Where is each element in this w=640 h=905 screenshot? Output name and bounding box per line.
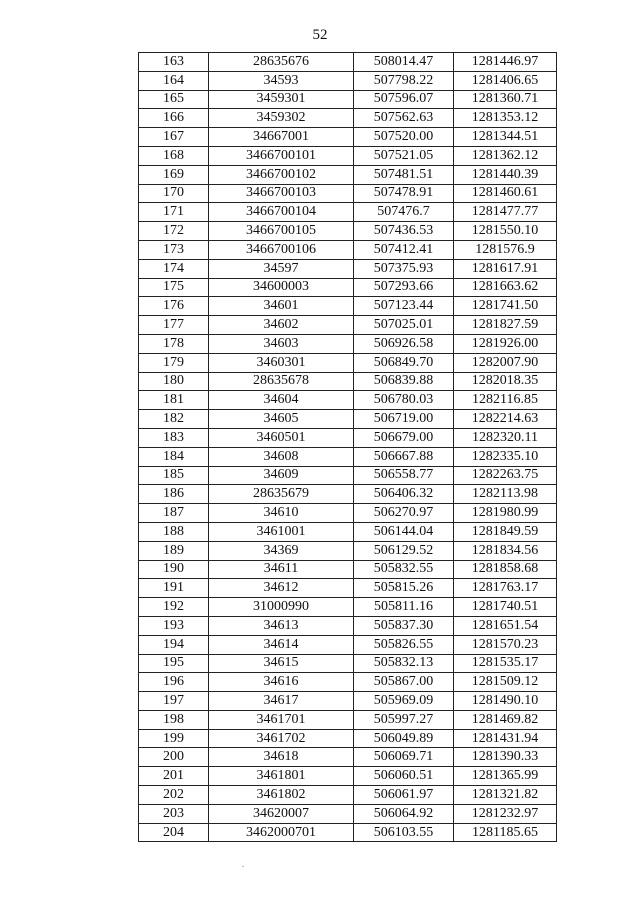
- table-row: [139, 184, 557, 203]
- point-id-cell: 3461802: [209, 786, 354, 805]
- x-coordinate-cell: 506679.00: [354, 428, 454, 447]
- x-coordinate-cell: 505867.00: [354, 673, 454, 692]
- x-coordinate-cell: 505815.26: [354, 579, 454, 598]
- y-coordinate-cell: 1281390.33: [454, 748, 557, 767]
- x-coordinate-cell: 507562.63: [354, 109, 454, 128]
- row-number-cell: 165: [139, 90, 209, 109]
- y-coordinate-cell: 1281926.00: [454, 334, 557, 353]
- row-number-cell: 170: [139, 184, 209, 203]
- x-coordinate-cell: 506719.00: [354, 410, 454, 429]
- row-number-cell: 186: [139, 485, 209, 504]
- row-number-cell: 202: [139, 786, 209, 805]
- row-number-cell: 176: [139, 297, 209, 316]
- point-id-cell: 34602: [209, 316, 354, 335]
- x-coordinate-cell: 506129.52: [354, 541, 454, 560]
- row-number-cell: 193: [139, 616, 209, 635]
- x-coordinate-cell: 506103.55: [354, 823, 454, 842]
- point-id-cell: 3466700105: [209, 222, 354, 241]
- point-id-cell: 34616: [209, 673, 354, 692]
- x-coordinate-cell: 507025.01: [354, 316, 454, 335]
- y-coordinate-cell: 1281185.65: [454, 823, 557, 842]
- point-id-cell: 3460301: [209, 353, 354, 372]
- y-coordinate-cell: 1281406.65: [454, 71, 557, 90]
- table-row: [139, 598, 557, 617]
- point-id-cell: 34609: [209, 466, 354, 485]
- y-coordinate-cell: 1281740.51: [454, 598, 557, 617]
- row-number-cell: 204: [139, 823, 209, 842]
- row-number-cell: 163: [139, 53, 209, 72]
- y-coordinate-cell: 1282263.75: [454, 466, 557, 485]
- x-coordinate-cell: 505837.30: [354, 616, 454, 635]
- y-coordinate-cell: 1281570.23: [454, 635, 557, 654]
- row-number-cell: 188: [139, 522, 209, 541]
- point-id-cell: 28635678: [209, 372, 354, 391]
- point-id-cell: 3466700101: [209, 146, 354, 165]
- table-row: [139, 729, 557, 748]
- x-coordinate-cell: 507520.00: [354, 128, 454, 147]
- table-row: [139, 485, 557, 504]
- point-id-cell: 34601: [209, 297, 354, 316]
- x-coordinate-cell: 507596.07: [354, 90, 454, 109]
- row-number-cell: 195: [139, 654, 209, 673]
- row-number-cell: 180: [139, 372, 209, 391]
- y-coordinate-cell: 1282116.85: [454, 391, 557, 410]
- row-number-cell: 201: [139, 767, 209, 786]
- table-row: [139, 203, 557, 222]
- table-row: [139, 240, 557, 259]
- page-number: 52: [312, 27, 328, 43]
- table-row: [139, 504, 557, 523]
- point-id-cell: 3459302: [209, 109, 354, 128]
- point-id-cell: 34618: [209, 748, 354, 767]
- x-coordinate-cell: 507798.22: [354, 71, 454, 90]
- table-row: [139, 447, 557, 466]
- y-coordinate-cell: 1281460.61: [454, 184, 557, 203]
- row-number-cell: 181: [139, 391, 209, 410]
- y-coordinate-cell: 1281490.10: [454, 692, 557, 711]
- x-coordinate-cell: 507478.91: [354, 184, 454, 203]
- table-row: [139, 767, 557, 786]
- row-number-cell: 185: [139, 466, 209, 485]
- table-row: [139, 165, 557, 184]
- y-coordinate-cell: 1281550.10: [454, 222, 557, 241]
- row-number-cell: 182: [139, 410, 209, 429]
- y-coordinate-cell: 1281741.50: [454, 297, 557, 316]
- point-id-cell: 3466700106: [209, 240, 354, 259]
- y-coordinate-cell: 1281535.17: [454, 654, 557, 673]
- row-number-cell: 191: [139, 579, 209, 598]
- table-row: [139, 786, 557, 805]
- x-coordinate-cell: 505811.16: [354, 598, 454, 617]
- x-coordinate-cell: 506064.92: [354, 804, 454, 823]
- table-row: [139, 541, 557, 560]
- x-coordinate-cell: 506926.58: [354, 334, 454, 353]
- y-coordinate-cell: 1281440.39: [454, 165, 557, 184]
- point-id-cell: 3461801: [209, 767, 354, 786]
- row-number-cell: 174: [139, 259, 209, 278]
- point-id-cell: 3461702: [209, 729, 354, 748]
- y-coordinate-cell: 1281509.12: [454, 673, 557, 692]
- x-coordinate-cell: 506049.89: [354, 729, 454, 748]
- point-id-cell: 3466700104: [209, 203, 354, 222]
- x-coordinate-cell: 505826.55: [354, 635, 454, 654]
- row-number-cell: 197: [139, 692, 209, 711]
- point-id-cell: 28635679: [209, 485, 354, 504]
- table-row: [139, 53, 557, 72]
- y-coordinate-cell: 1282320.11: [454, 428, 557, 447]
- row-number-cell: 200: [139, 748, 209, 767]
- point-id-cell: 34617: [209, 692, 354, 711]
- row-number-cell: 172: [139, 222, 209, 241]
- point-id-cell: 34605: [209, 410, 354, 429]
- x-coordinate-cell: 506849.70: [354, 353, 454, 372]
- table-row: [139, 804, 557, 823]
- x-coordinate-cell: 506780.03: [354, 391, 454, 410]
- y-coordinate-cell: 1281232.97: [454, 804, 557, 823]
- table-row: [139, 297, 557, 316]
- row-number-cell: 177: [139, 316, 209, 335]
- y-coordinate-cell: 1282018.35: [454, 372, 557, 391]
- table-row: [139, 372, 557, 391]
- table-row: [139, 823, 557, 842]
- x-coordinate-cell: 506144.04: [354, 522, 454, 541]
- coordinates-table: [138, 52, 557, 842]
- row-number-cell: 166: [139, 109, 209, 128]
- x-coordinate-cell: 506667.88: [354, 447, 454, 466]
- table-row: [139, 410, 557, 429]
- row-number-cell: 203: [139, 804, 209, 823]
- x-coordinate-cell: 507521.05: [354, 146, 454, 165]
- y-coordinate-cell: 1281827.59: [454, 316, 557, 335]
- y-coordinate-cell: 1281980.99: [454, 504, 557, 523]
- table-row: [139, 748, 557, 767]
- table-row: [139, 428, 557, 447]
- point-id-cell: 3462000701: [209, 823, 354, 842]
- row-number-cell: 168: [139, 146, 209, 165]
- y-coordinate-cell: 1281651.54: [454, 616, 557, 635]
- y-coordinate-cell: 1282335.10: [454, 447, 557, 466]
- table-row: [139, 391, 557, 410]
- row-number-cell: 175: [139, 278, 209, 297]
- row-number-cell: 171: [139, 203, 209, 222]
- x-coordinate-cell: 505997.27: [354, 710, 454, 729]
- y-coordinate-cell: 1281834.56: [454, 541, 557, 560]
- row-number-cell: 199: [139, 729, 209, 748]
- x-coordinate-cell: 507293.66: [354, 278, 454, 297]
- point-id-cell: 34615: [209, 654, 354, 673]
- row-number-cell: 167: [139, 128, 209, 147]
- row-number-cell: 190: [139, 560, 209, 579]
- x-coordinate-cell: 507476.7: [354, 203, 454, 222]
- row-number-cell: 178: [139, 334, 209, 353]
- y-coordinate-cell: 1281663.62: [454, 278, 557, 297]
- table-row: [139, 466, 557, 485]
- y-coordinate-cell: 1281469.82: [454, 710, 557, 729]
- table-row: [139, 635, 557, 654]
- x-coordinate-cell: 506061.97: [354, 786, 454, 805]
- row-number-cell: 187: [139, 504, 209, 523]
- row-number-cell: 179: [139, 353, 209, 372]
- row-number-cell: 194: [139, 635, 209, 654]
- x-coordinate-cell: 508014.47: [354, 53, 454, 72]
- y-coordinate-cell: 1281353.12: [454, 109, 557, 128]
- y-coordinate-cell: 1282214.63: [454, 410, 557, 429]
- table-row: [139, 579, 557, 598]
- y-coordinate-cell: 1281362.12: [454, 146, 557, 165]
- point-id-cell: 34614: [209, 635, 354, 654]
- x-coordinate-cell: 506839.88: [354, 372, 454, 391]
- table-row: [139, 278, 557, 297]
- x-coordinate-cell: 507436.53: [354, 222, 454, 241]
- point-id-cell: 34369: [209, 541, 354, 560]
- row-number-cell: 198: [139, 710, 209, 729]
- table-row: [139, 316, 557, 335]
- table-row: [139, 616, 557, 635]
- table-body: [139, 53, 557, 842]
- row-number-cell: 183: [139, 428, 209, 447]
- point-id-cell: 34604: [209, 391, 354, 410]
- y-coordinate-cell: 1282113.98: [454, 485, 557, 504]
- x-coordinate-cell: 507481.51: [354, 165, 454, 184]
- x-coordinate-cell: 507412.41: [354, 240, 454, 259]
- y-coordinate-cell: 1281365.99: [454, 767, 557, 786]
- table-row: [139, 692, 557, 711]
- table-row: [139, 128, 557, 147]
- x-coordinate-cell: 505832.13: [354, 654, 454, 673]
- point-id-cell: 3461701: [209, 710, 354, 729]
- point-id-cell: 3459301: [209, 90, 354, 109]
- x-coordinate-cell: 506270.97: [354, 504, 454, 523]
- row-number-cell: 173: [139, 240, 209, 259]
- point-id-cell: 34611: [209, 560, 354, 579]
- point-id-cell: 3466700103: [209, 184, 354, 203]
- y-coordinate-cell: 1281344.51: [454, 128, 557, 147]
- y-coordinate-cell: 1281763.17: [454, 579, 557, 598]
- point-id-cell: 28635676: [209, 53, 354, 72]
- table-row: [139, 259, 557, 278]
- table-row: [139, 560, 557, 579]
- x-coordinate-cell: 505832.55: [354, 560, 454, 579]
- table-row: [139, 146, 557, 165]
- x-coordinate-cell: 507123.44: [354, 297, 454, 316]
- point-id-cell: 34613: [209, 616, 354, 635]
- x-coordinate-cell: 506406.32: [354, 485, 454, 504]
- point-id-cell: 34610: [209, 504, 354, 523]
- x-coordinate-cell: 506069.71: [354, 748, 454, 767]
- x-coordinate-cell: 505969.09: [354, 692, 454, 711]
- y-coordinate-cell: 1281360.71: [454, 90, 557, 109]
- y-coordinate-cell: 1281576.9: [454, 240, 557, 259]
- point-id-cell: 34603: [209, 334, 354, 353]
- y-coordinate-cell: 1281446.97: [454, 53, 557, 72]
- y-coordinate-cell: 1281858.68: [454, 560, 557, 579]
- x-coordinate-cell: 506060.51: [354, 767, 454, 786]
- x-coordinate-cell: 507375.93: [354, 259, 454, 278]
- row-number-cell: 196: [139, 673, 209, 692]
- scan-speck: [242, 866, 244, 867]
- table-row: [139, 710, 557, 729]
- y-coordinate-cell: 1281477.77: [454, 203, 557, 222]
- point-id-cell: 34600003: [209, 278, 354, 297]
- y-coordinate-cell: 1281849.59: [454, 522, 557, 541]
- table-row: [139, 109, 557, 128]
- y-coordinate-cell: 1281431.94: [454, 729, 557, 748]
- point-id-cell: 34608: [209, 447, 354, 466]
- table-row: [139, 222, 557, 241]
- table-row: [139, 673, 557, 692]
- y-coordinate-cell: 1281617.91: [454, 259, 557, 278]
- point-id-cell: 34593: [209, 71, 354, 90]
- point-id-cell: 34667001: [209, 128, 354, 147]
- table-row: [139, 334, 557, 353]
- table-row: [139, 522, 557, 541]
- y-coordinate-cell: 1282007.90: [454, 353, 557, 372]
- point-id-cell: 34612: [209, 579, 354, 598]
- row-number-cell: 164: [139, 71, 209, 90]
- table-row: [139, 71, 557, 90]
- table-row: [139, 353, 557, 372]
- point-id-cell: 3460501: [209, 428, 354, 447]
- point-id-cell: 3461001: [209, 522, 354, 541]
- row-number-cell: 192: [139, 598, 209, 617]
- row-number-cell: 184: [139, 447, 209, 466]
- row-number-cell: 169: [139, 165, 209, 184]
- row-number-cell: 189: [139, 541, 209, 560]
- table-row: [139, 90, 557, 109]
- table-row: [139, 654, 557, 673]
- y-coordinate-cell: 1281321.82: [454, 786, 557, 805]
- point-id-cell: 34620007: [209, 804, 354, 823]
- point-id-cell: 34597: [209, 259, 354, 278]
- point-id-cell: 3466700102: [209, 165, 354, 184]
- x-coordinate-cell: 506558.77: [354, 466, 454, 485]
- point-id-cell: 31000990: [209, 598, 354, 617]
